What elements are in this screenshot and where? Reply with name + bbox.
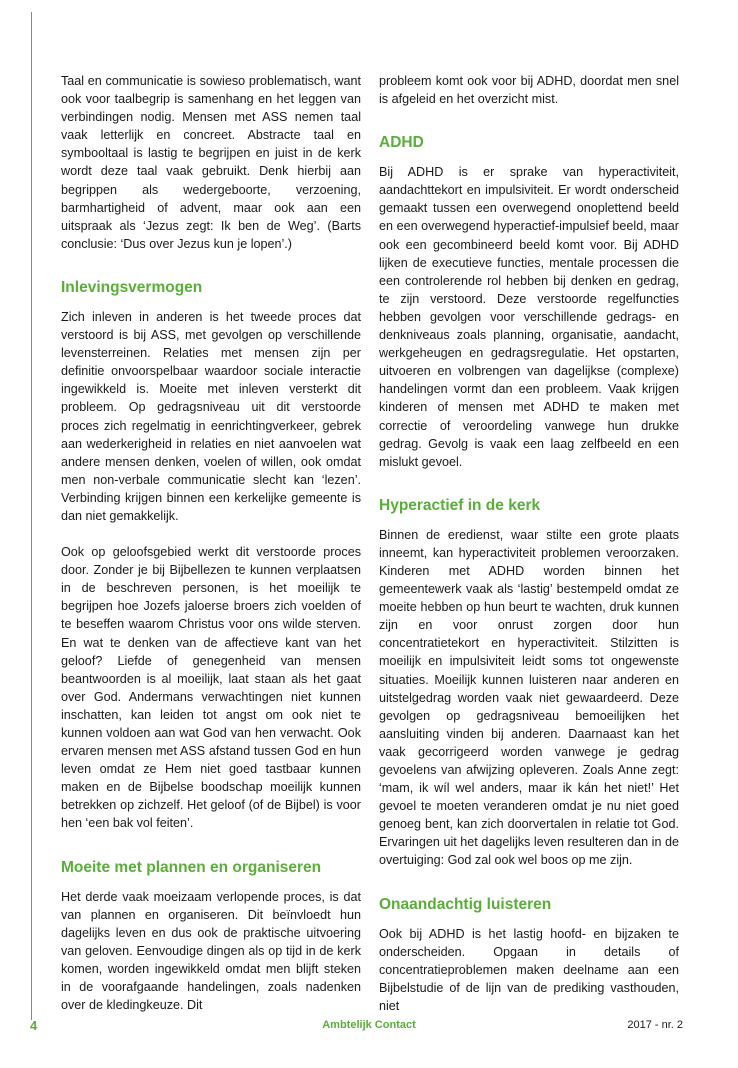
right-column: [379, 72, 679, 1015]
left-column: [61, 72, 361, 1014]
paragraph: Ook op geloofsgebied werkt dit verstoorde proces door. Zonder je bij Bijbellezen te kunnen verplaatsen in de beschreven personen, is het moeilijk te begrijpen hoe Jozefs jaloerse broers zich voelden of te beseffen waarom Christus voor ons wilde sterven. En wat te denken van de affectieve kant van het geloof? Liefde of genegenheid van mensen beantwoorden is al moeilijk, laat staan als het gaat over God. Andermans verwachtingen niet kunnen inschatten, kan leiden tot angst om ook niet te kunnen voldoen aan wat God van hen verwacht. Ook ervaren mensen met ASS afstand tussen God en hun leven omdat ze Hem niet goed tastbaar kunnen maken en de Bijbelse boodschap moeilijk kunnen betrekken op zichzelf. Het geloof (of de Bijbel) is voor hen ‘een bak vol feiten’.: [61, 545, 361, 831]
section-heading-plannen: Moeite met plannen en organiseren: [61, 858, 322, 876]
section-heading-hyperactief: Hyperactief in de kerk: [379, 496, 541, 514]
page-number: 4: [30, 1018, 38, 1033]
section-heading-onaandachtig: Onaandachtig luisteren: [379, 895, 552, 913]
paragraph: Taal en communicatie is sowieso problematisch, want ook voor taalbegrip is samenhang en het leggen van verbindingen nodig. Mensen met ASS nemen taal vaak letterlijk en concreet. Abstracte taal en symbooltaal is lastig te begrijpen en juist in de kerk wordt deze taal vaak gebruikt. Denk hierbij aan begrippen als wedergeboorte, verzoening, barmhartigheid of advent, maar ook aan een uitspraak als ‘Jezus zegt: Ik ben de Weg’. (Barts conclusie: ‘Dus over Jezus kun je lopen’.): [61, 74, 361, 251]
paragraph: Ook bij ADHD is het lastig hoofd- en bijzaken te onderscheiden. Opgaan in details of concentratieproblemen maken deelname aan een Bijbelstudie of de lijn van de prediking vasthouden, niet: [379, 926, 679, 1013]
section-heading-inlevingsvermogen: Inlevingsvermogen: [61, 278, 203, 296]
magazine-name: Ambtelijk Contact: [322, 1019, 416, 1031]
paragraph: Binnen de eredienst, waar stilte een grote plaats inneemt, kan hyperactiviteit problemen veroorzaken. Kinderen met ADHD worden binnen het gemeentewerk vaak als ‘lastig’ bestempeld omdat ze moeite hebben op hun beurt te wachten, druk kunnen zijn en voor onrust zorgen door hun concentratietekort en hyperactiviteit. Stilzitten is moeilijk en impulsiviteit leidt soms tot ongewenste situaties. Moeilijk kunnen luisteren naar anderen en uitstelgedrag worden vaak niet gewaardeerd. Deze gevolgen op gedragsniveau bemoeilijken het aansluiting vinden bij anderen. Daarnaast kan het vaak gecorrigeerd worden vanwege je gedrag gevoelens van afwijzing opleveren. Zoals Anne zegt: ‘mam, ik wíl wel anders, maar ik kán het niet!’ Het gevoel te moeten veranderen omdat je nu niet goed genoeg bent, kan zich doorvertalen in relatie tot God. Ervaringen uit het dagelijks leven resulteren dan in de overtuiging: God zal ook wel boos op me zijn.: [379, 527, 679, 868]
paragraph: Het derde vaak moeizaam verlopende proces, is dat van plannen en organiseren. Dit beïnvloedt hun dagelijks leven en dus ook de praktische uitvoering van geloven. Eenvoudige dingen als op tijd in de kerk komen, worden ingewikkeld omdat men blijft steken in de voorafgaande handelingen, zoals nadenken over de kledingkeuze. Dit: [61, 889, 361, 1013]
margin-rule: [31, 12, 32, 1020]
section-heading-adhd: ADHD: [379, 134, 424, 152]
paragraph: Bij ADHD is er sprake van hyperactiviteit, aandachttekort en impulsiviteit. Er wordt onderscheid gemaakt tussen een overwegend onoplettend beeld en een overwegend hyperactief-impulsief beeld, maar ook een gecombineerd beeld komt voor. Bij ADHD lijken de executieve functies, mentale processen die een controlerende rol hebben bij denken en gedrag, te zijn verstoord. Deze verstoorde regelfuncties hebben gevolgen voor verschillende gedrags- en denkniveaus zoals planning, organisatie, aandacht, werkgeheugen en gedragsregulatie. Het opstarten, uitvoeren en volbrengen van dagelijkse (complexe) handelingen vormt dan een probleem. Vaak krijgen kinderen of mensen met ADHD te maken met correctie of veroordeling vanwege hun drukke gedrag. Gevolg is vaak een laag zelfbeeld en een mislukt gevoel.: [379, 165, 679, 469]
page-footer: [0, 1018, 738, 1038]
issue-label: 2017 - nr. 2: [627, 1019, 683, 1031]
paragraph: probleem komt ook voor bij ADHD, doordat men snel is afgeleid en het overzicht mist.: [379, 74, 679, 107]
paragraph: Zich inleven in anderen is het tweede proces dat verstoord is bij ASS, met gevolgen op verschillende levensterreinen. Relaties met mensen zijn per definitie onvoorspelbaar waardoor sociale interactie ingewikkeld is. Moeite met inleven versterkt dit probleem. Op gedragsniveau uit dit verstoorde proces zich regelmatig in eenrichtingverkeer, gebrek aan wederkerigheid in relaties en niet aanvoelen wat andere mensen denken, voelen of willen, ook omdat men non-verbale communicatie slecht kan ‘lezen’. Verbinding krijgen binnen een kerkelijke gemeente is dan niet gemakkelijk.: [61, 309, 361, 523]
